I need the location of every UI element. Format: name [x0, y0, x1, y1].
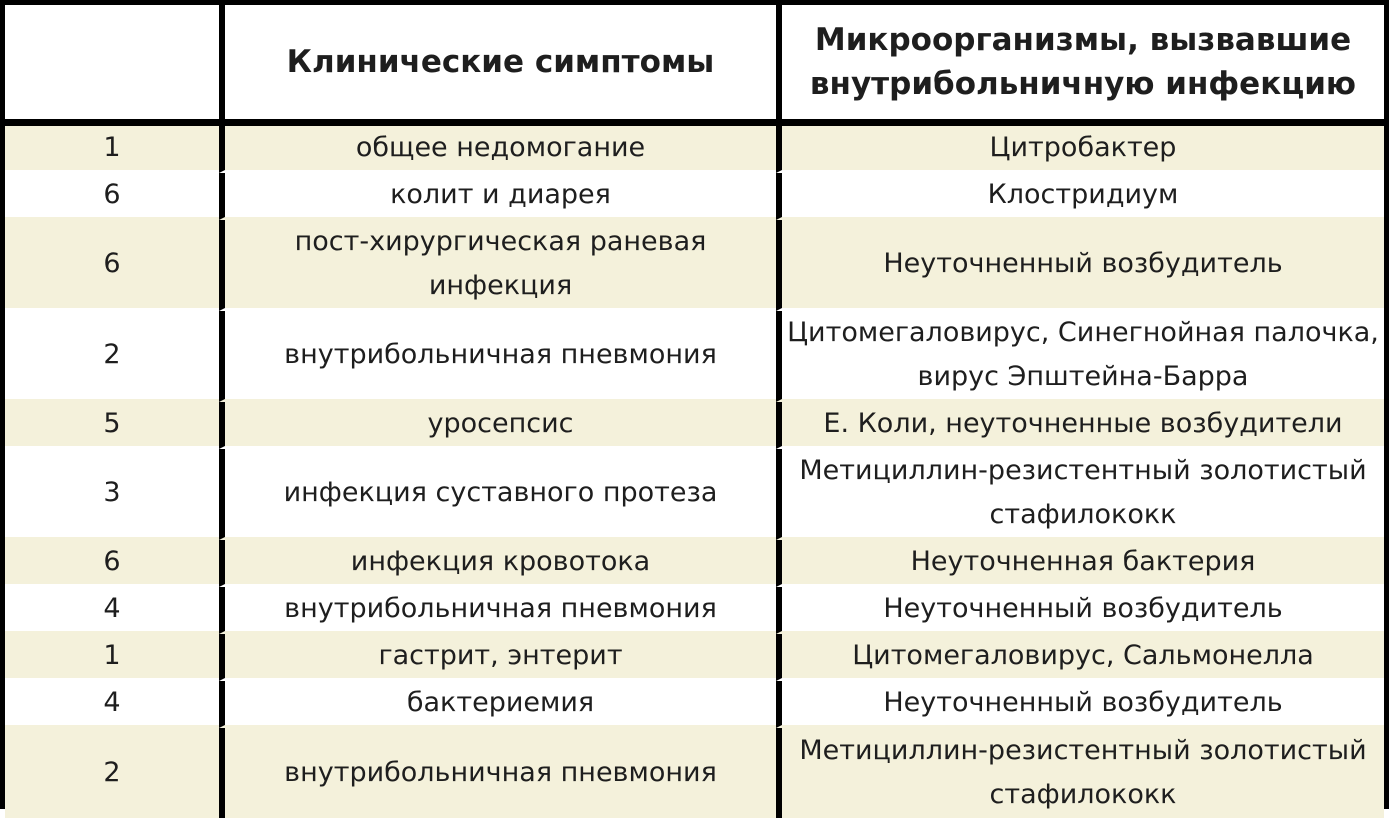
table-row	[5, 311, 1384, 402]
cell-organism: Неуточненная бактерия	[776, 540, 1384, 587]
cell-symptom: гастрит, энтерит	[219, 634, 776, 681]
cell-symptom: внутрибольничная пневмония	[219, 311, 776, 402]
cell-organism: Цитробактер	[776, 126, 1384, 173]
table-row	[5, 681, 1384, 728]
cell-num: 1	[5, 126, 219, 173]
cell-organism: Цитомегаловирус, Синегнойная палочка, вирус Эпштейна-Барра	[776, 311, 1384, 402]
cell-organism: Клостридиум	[776, 173, 1384, 220]
table-row	[5, 728, 1384, 818]
cell-num: 6	[5, 173, 219, 220]
infection-table	[5, 5, 1384, 818]
table-row	[5, 449, 1384, 540]
cell-symptom: колит и диарея	[219, 173, 776, 220]
cell-organism: Метициллин-резистентный золотистый стафилококк	[776, 728, 1384, 818]
table-row	[5, 126, 1384, 173]
cell-symptom: внутрибольничная пневмония	[219, 728, 776, 818]
cell-num: 4	[5, 681, 219, 728]
cell-organism: Неуточненный возбудитель	[776, 220, 1384, 311]
cell-symptom: инфекция суставного протеза	[219, 449, 776, 540]
header-microorganisms: Микроорганизмы, вызвавшие внутрибольничную инфекцию	[776, 5, 1384, 126]
table-row	[5, 220, 1384, 311]
cell-num: 3	[5, 449, 219, 540]
table-row	[5, 402, 1384, 449]
cell-num: 2	[5, 728, 219, 818]
cell-symptom: бактериемия	[219, 681, 776, 728]
table-row	[5, 587, 1384, 634]
header-row	[5, 5, 1384, 126]
table-row	[5, 540, 1384, 587]
cell-symptom: уросепсис	[219, 402, 776, 449]
table-row	[5, 173, 1384, 220]
header-symptoms: Клинические симптомы	[219, 5, 776, 126]
cell-organism: Неуточненный возбудитель	[776, 587, 1384, 634]
cell-symptom: пост-хирургическая раневая инфекция	[219, 220, 776, 311]
cell-symptom: общее недомогание	[219, 126, 776, 173]
cell-symptom: внутрибольничная пневмония	[219, 587, 776, 634]
cell-num: 6	[5, 540, 219, 587]
table-row	[5, 634, 1384, 681]
cell-organism: Метициллин-резистентный золотистый стафилококк	[776, 449, 1384, 540]
cell-num: 2	[5, 311, 219, 402]
cell-organism: Е. Коли, неуточненные возбудители	[776, 402, 1384, 449]
cell-organism: Неуточненный возбудитель	[776, 681, 1384, 728]
cell-organism: Цитомегаловирус, Сальмонелла	[776, 634, 1384, 681]
header-num	[5, 5, 219, 126]
cell-symptom: инфекция кровотока	[219, 540, 776, 587]
cell-num: 6	[5, 220, 219, 311]
cell-num: 1	[5, 634, 219, 681]
cell-num: 5	[5, 402, 219, 449]
cell-num: 4	[5, 587, 219, 634]
